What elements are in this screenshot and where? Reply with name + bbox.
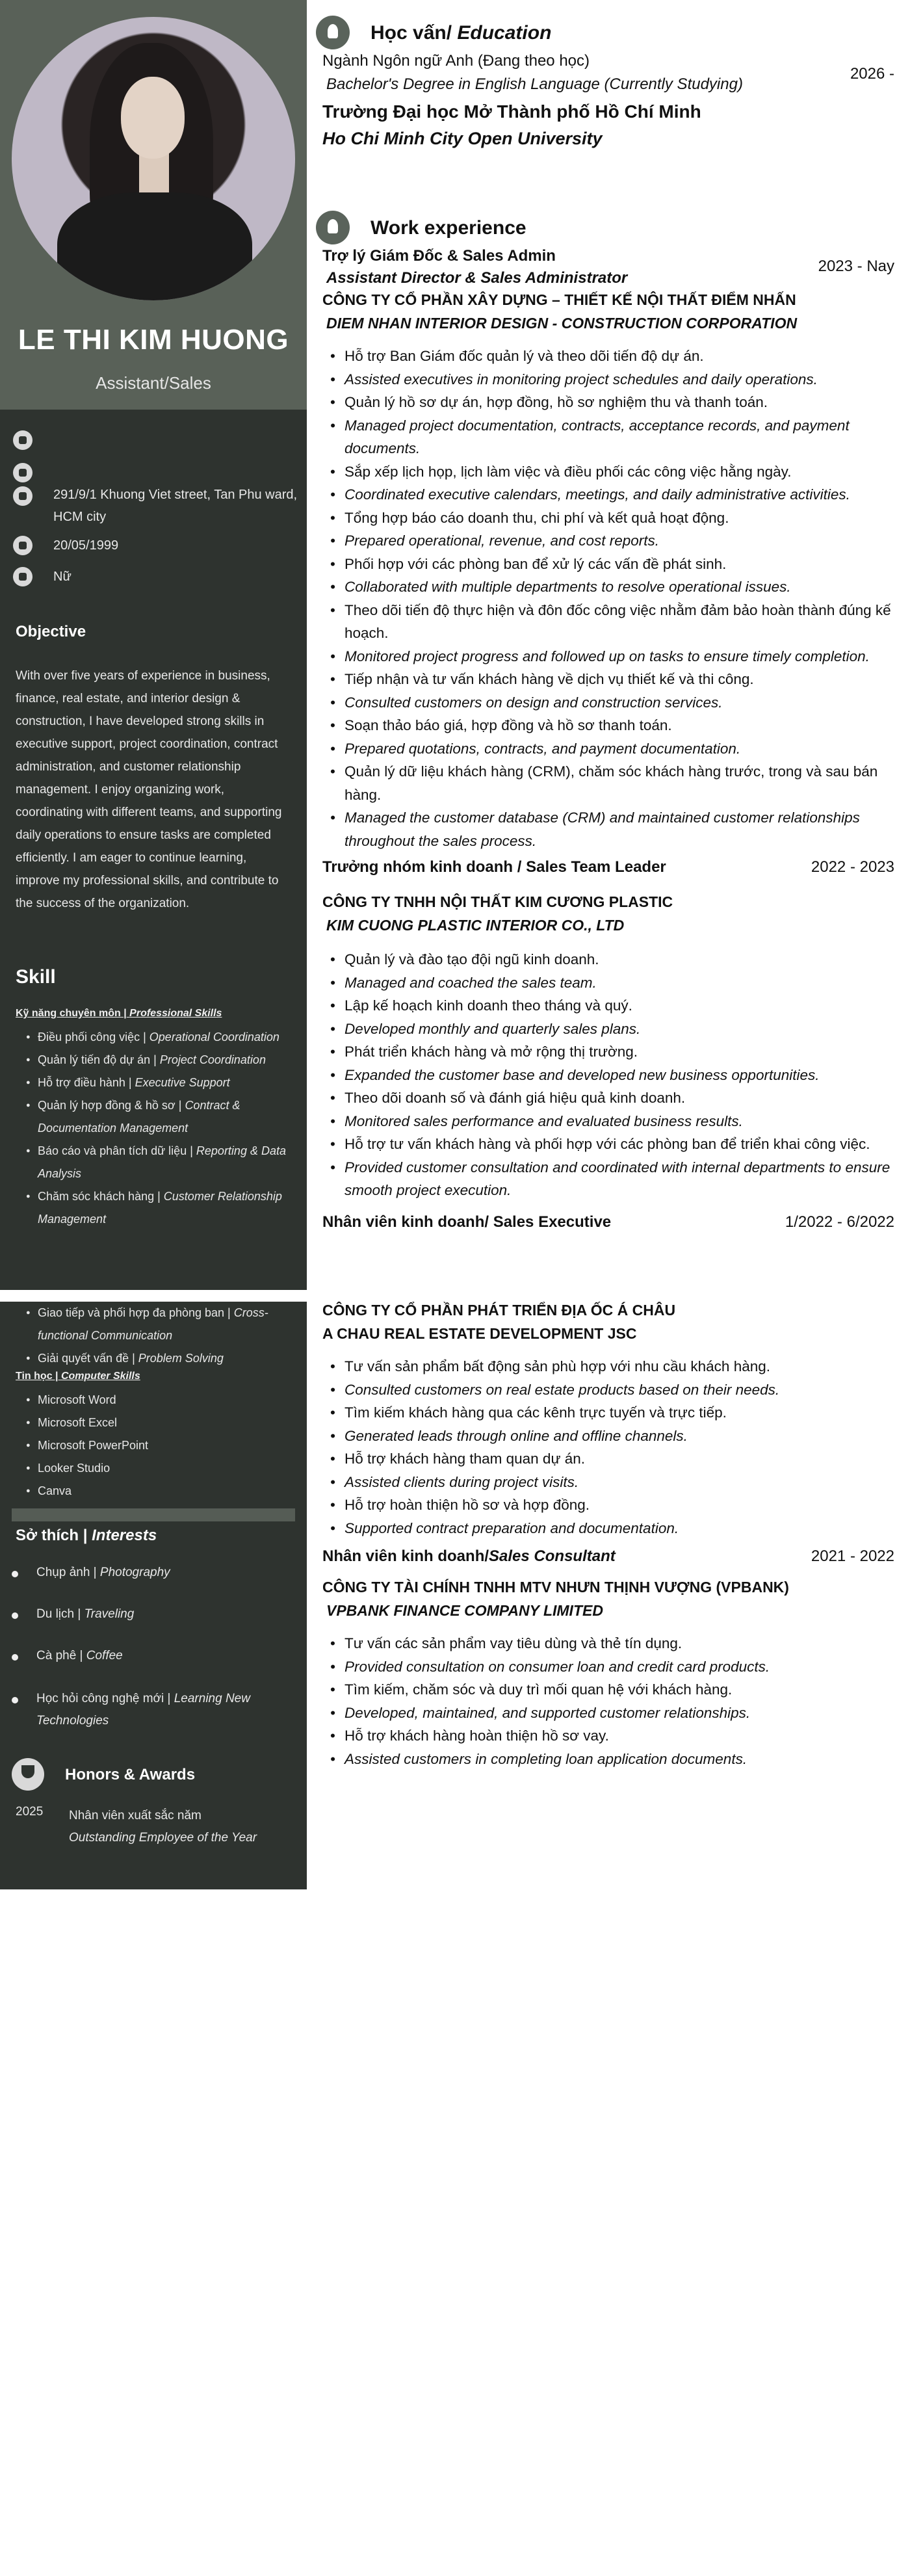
duty-item: • Developed, maintained, and supported customer relationships. [334, 1702, 897, 1725]
duty-item: • Collaborated with multiple departments to resolve operational issues. [334, 575, 897, 599]
avatar [12, 17, 295, 300]
duty-item: • Expanded the customer base and developed new business opportunities. [334, 1064, 897, 1087]
job-company: CÔNG TY CỔ PHẦN XÂY DỰNG – THIẾT KẾ NỘI THẤT ĐIỂM NHẤN [322, 291, 796, 308]
duty-item: • Consulted customers on design and construction services. [334, 691, 897, 715]
skill-item: ● Giao tiếp và phối hợp đa phòng ban | Cross-functional Communication [26, 1302, 292, 1347]
duty-item: • Provided customer consultation and coordinated with internal departments to ensure smooth project execution. [334, 1156, 897, 1202]
education-degree-en: Bachelor's Degree in English Language (Currently Studying) [326, 75, 743, 93]
profile-header [0, 0, 307, 410]
duty-item: • Lập kế hoạch kinh doanh theo tháng và quý. [334, 994, 897, 1018]
duty-item: • Phát triển khách hàng và mở rộng thị trường. [334, 1040, 897, 1064]
duty-item: • Prepared quotations, contracts, and payment documentation. [334, 737, 897, 761]
duty-item: • Quản lý hồ sơ dự án, hợp đồng, hồ sơ nghiệm thu và thanh toán. [334, 391, 897, 414]
education-school-en: Ho Chi Minh City Open University [322, 129, 603, 148]
calendar-icon [13, 536, 32, 555]
sidebar-continued [0, 1302, 307, 1889]
skill-item: ● Giải quyết vấn đề | Problem Solving [26, 1347, 292, 1370]
job-duty-list [334, 948, 897, 1202]
skill-item: ● Microsoft PowerPoint [26, 1434, 292, 1457]
duty-item: • Soạn thảo báo giá, hợp đồng và hồ sơ thanh toán. [334, 714, 897, 737]
duty-item: • Theo dõi tiến độ thực hiện và đôn đốc công việc nhằm đảm bảo hoàn thành đúng kế hoạch. [334, 599, 897, 645]
location-icon [13, 486, 32, 506]
duty-item: • Tìm kiếm khách hàng qua các kênh trực tuyến và trực tiếp. [334, 1401, 897, 1425]
lightbulb-icon [316, 16, 350, 49]
duty-item: • Managed and coached the sales team. [334, 971, 897, 995]
contact-gender: Nữ [13, 566, 299, 588]
interest-item: Chụp ảnh | Photography [12, 1562, 298, 1584]
job-company-en: KIM CUONG PLASTIC INTERIOR CO., LTD [326, 917, 625, 934]
duty-item: • Quản lý dữ liệu khách hàng (CRM), chăm sóc khách hàng trước, trong và sau bán hàng. [334, 760, 897, 806]
interest-item: Học hỏi công nghệ mới | Learning New Technologies [12, 1688, 298, 1732]
interest-item: Du lịch | Traveling [12, 1603, 298, 1625]
duty-item: • Supported contract preparation and documentation. [334, 1517, 897, 1540]
skill-item: ● Microsoft Excel [26, 1412, 292, 1434]
duty-item: • Managed the customer database (CRM) and maintained customer relationships throughout the sales process. [334, 806, 897, 852]
job-date: 2022 - 2023 [811, 858, 894, 876]
skill-item: ● Microsoft Word [26, 1389, 292, 1412]
duty-item: • Coordinated executive calendars, meetings, and daily administrative activities. [334, 483, 897, 506]
phone-icon [13, 430, 32, 450]
interests-heading: Sở thích | Interests [16, 1527, 157, 1544]
page-break [0, 1290, 910, 1302]
duty-item: • Consulted customers on real estate products based on their needs. [334, 1378, 897, 1402]
education-date: 2026 - [850, 65, 894, 83]
skill-item: ● Điều phối công việc | Operational Coordination [26, 1026, 292, 1049]
contact-address: 291/9/1 Khuong Viet street, Tan Phu ward, HCM city [13, 484, 299, 529]
job-company-en: A CHAU REAL ESTATE DEVELOPMENT JSC [322, 1325, 637, 1342]
duty-item: • Hỗ trợ tư vấn khách hàng và phối hợp với các phòng ban để triển khai công việc. [334, 1133, 897, 1156]
professional-skill-list [26, 1026, 292, 1231]
job-company: CÔNG TY CỔ PHẦN PHÁT TRIỂN ĐỊA ỐC Á CHÂU [322, 1302, 676, 1319]
duty-item: • Hỗ trợ khách hàng hoàn thiện hồ sơ vay. [334, 1724, 897, 1748]
skill-item: ● Báo cáo và phân tích dữ liệu | Reporting & Data Analysis [26, 1140, 292, 1185]
skill-item: ● Canva [26, 1480, 292, 1503]
duty-item: • Phối hợp với các phòng ban để xử lý các vấn đề phát sinh. [334, 553, 897, 576]
experience-heading: Work experience [370, 217, 526, 239]
skill-heading: Skill [16, 966, 56, 988]
contact-phone [13, 429, 299, 451]
job-title: Nhân viên kinh doanh/Sales Consultant [322, 1547, 616, 1565]
job-duty-list [334, 345, 897, 852]
duty-item: • Tư vấn các sản phẩm vay tiêu dùng và thẻ tín dụng. [334, 1632, 897, 1655]
job-duty-list [334, 1632, 897, 1770]
duty-item: • Provided consultation on consumer loan and credit card products. [334, 1655, 897, 1679]
job-title: Trợ lý Giám Đốc & Sales Admin [322, 247, 556, 265]
duty-item: • Assisted executives in monitoring project schedules and daily operations. [334, 368, 897, 391]
trophy-icon [12, 1758, 44, 1791]
job-company: CÔNG TY TÀI CHÍNH TNHH MTV NHƯN THỊNH VƯỢNG (VPBANK) [322, 1579, 789, 1596]
duty-item: • Hỗ trợ hoàn thiện hồ sơ và hợp đồng. [334, 1493, 897, 1517]
skill-group-computer: Tin học | Computer Skills [16, 1371, 140, 1382]
honor-item: Nhân viên xuất sắc năm Outstanding Employee of the Year [69, 1809, 257, 1845]
duty-item: • Monitored sales performance and evaluated business results. [334, 1110, 897, 1133]
objective-text: With over five years of experience in business, finance, real estate, and interior design & construction, I have developed strong skills in executive support, project coordination, contract administration, and customer relationship management. I enjoy organizing work, coordinating with different teams, and supporting daily operations to ensure tasks are completed efficiently. I am eager to continue learning, improve my professional skills, and contribute to the success of the organization. [16, 669, 282, 910]
duty-item: • Assisted customers in completing loan application documents. [334, 1748, 897, 1771]
contact-email [13, 462, 299, 484]
skill-group-professional: Kỹ năng chuyên môn | Professional Skills [16, 1008, 222, 1019]
duty-item: • Hỗ trợ khách hàng tham quan dự án. [334, 1447, 897, 1471]
bullet-icon [12, 1571, 18, 1577]
honor-year: 2025 [16, 1805, 44, 1819]
job-date: 2021 - 2022 [811, 1547, 894, 1565]
duty-item: • Tìm kiếm, chăm sóc và duy trì mối quan hệ với khách hàng. [334, 1678, 897, 1702]
interest-item: Cà phê | Coffee [12, 1645, 298, 1667]
bullet-icon [12, 1654, 18, 1661]
duty-item: • Theo dõi doanh số và đánh giá hiệu quả kinh doanh. [334, 1086, 897, 1110]
skill-item: ● Quản lý tiến độ dự án | Project Coordination [26, 1049, 292, 1071]
duty-item: • Hỗ trợ Ban Giám đốc quản lý và theo dõi tiến độ dự án. [334, 345, 897, 368]
bullet-icon [12, 1697, 18, 1703]
education-heading: Học vấn/ Education [370, 22, 552, 44]
duty-item: • Sắp xếp lịch họp, lịch làm việc và điều phối các công việc hằng ngày. [334, 460, 897, 484]
duty-item: • Monitored project progress and followed up on tasks to ensure timely completion. [334, 645, 897, 668]
skill-item: ● Quản lý hợp đồng & hồ sơ | Contract & Documentation Management [26, 1094, 292, 1140]
honors-heading: Honors & Awards [65, 1766, 196, 1783]
bullet-icon [12, 1612, 18, 1619]
sidebar [0, 0, 307, 1290]
job-title: Nhân viên kinh doanh/ Sales Executive [322, 1213, 612, 1231]
duty-item: • Assisted clients during project visits. [334, 1471, 897, 1494]
duty-item: • Developed monthly and quarterly sales plans. [334, 1018, 897, 1041]
duty-item: • Tiếp nhận và tư vấn khách hàng về dịch vụ thiết kế và thi công. [334, 668, 897, 691]
job-company-en: DIEM NHAN INTERIOR DESIGN - CONSTRUCTION CORPORATION [326, 315, 798, 332]
section-divider [12, 1508, 295, 1521]
job-duty-list [334, 1355, 897, 1540]
job-date: 2023 - Nay [818, 257, 894, 275]
people-icon [316, 211, 350, 244]
computer-skill-list [26, 1389, 292, 1503]
duty-item: • Generated leads through online and offline channels. [334, 1425, 897, 1448]
email-icon [13, 463, 32, 482]
job-date: 1/2022 - 6/2022 [785, 1213, 894, 1231]
objective-heading: Objective [16, 623, 86, 640]
job-company-en: VPBANK FINANCE COMPANY LIMITED [326, 1602, 603, 1619]
job-title-en: Assistant Director & Sales Administrator [326, 269, 628, 287]
duty-item: • Managed project documentation, contracts, acceptance records, and payment documents. [334, 414, 897, 460]
duty-item: • Quản lý và đào tạo đội ngũ kinh doanh. [334, 948, 897, 971]
education-school: Trường Đại học Mở Thành phố Hồ Chí Minh [322, 101, 701, 122]
job-title: Trưởng nhóm kinh doanh / Sales Team Leader [322, 858, 666, 876]
professional-skill-list-continued [26, 1302, 292, 1370]
skill-item: ● Hỗ trợ điều hành | Executive Support [26, 1071, 292, 1094]
skill-item: ● Looker Studio [26, 1457, 292, 1480]
job-company: CÔNG TY TNHH NỘI THẤT KIM CƯƠNG PLASTIC [322, 893, 673, 910]
contact-birthday: 20/05/1999 [13, 534, 299, 557]
duty-item: • Tổng hợp báo cáo doanh thu, chi phí và kết quả hoạt động. [334, 506, 897, 530]
candidate-role: Assistant/Sales [96, 373, 211, 393]
duty-item: • Tư vấn sản phẩm bất động sản phù hợp với nhu cầu khách hàng. [334, 1355, 897, 1378]
education-degree: Ngành Ngôn ngữ Anh (Đang theo học) [322, 52, 590, 70]
user-icon [13, 567, 32, 586]
candidate-name: LE THI KIM HUONG [18, 324, 289, 356]
duty-item: • Prepared operational, revenue, and cost reports. [334, 529, 897, 553]
skill-item: ● Chăm sóc khách hàng | Customer Relationship Management [26, 1185, 292, 1231]
